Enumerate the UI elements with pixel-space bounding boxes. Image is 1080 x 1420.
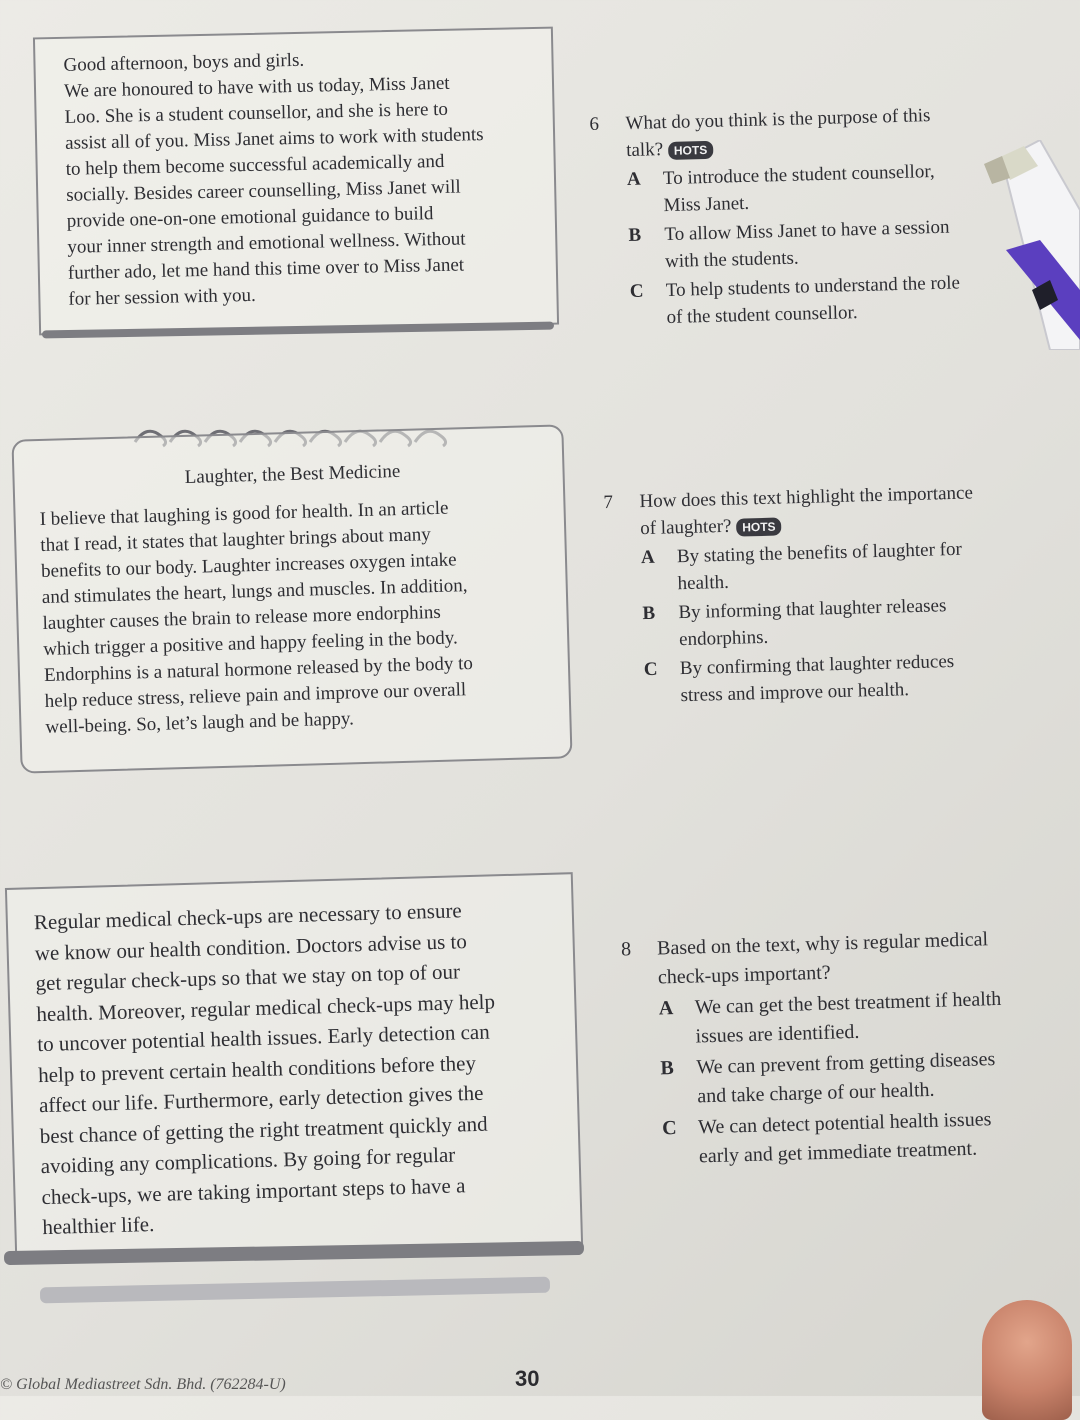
passage-line: assist all of you. Miss Janet aims to work with students	[64, 124, 484, 154]
option-b[interactable]: B We can prevent from getting diseases and take charge of our health.	[660, 1048, 996, 1108]
passage-line: and stimulates the heart, lungs and muscles. In addition,	[41, 575, 468, 608]
passage-line: help reduce stress, relieve pain and improve our overall	[44, 679, 467, 712]
checkup-passage-box	[5, 872, 583, 1260]
question-7	[603, 479, 997, 711]
checkup-box-shadow-lower	[40, 1277, 550, 1304]
passage-line: for her session with you.	[68, 284, 256, 310]
speech-passage-box	[33, 27, 559, 336]
passage-line: health. Moreover, regular medical check-ups may help	[36, 988, 496, 1026]
passage-line: avoiding any complications. By going for regular	[40, 1142, 456, 1179]
passage-line: laughter causes the brain to release more endorphins	[42, 601, 442, 634]
passage-line: we know our health condition. Doctors advise us to	[34, 928, 468, 965]
passage-line: socially. Besides career counselling, Miss Janet will	[66, 176, 461, 206]
hots-badge: HOTS	[736, 517, 782, 536]
passage-line: best chance of getting the right treatment quickly and	[39, 1111, 488, 1148]
passage-line: Regular medical check-ups are necessary to ensure	[33, 898, 463, 935]
highlighter-pen-icon	[980, 140, 1080, 350]
passage-line: further ado, let me hand this time over to Miss Janet	[67, 254, 465, 284]
question-6	[589, 101, 975, 333]
publisher-credit: © Global Mediastreet Sdn. Bhd. (762284-U)	[0, 1376, 286, 1393]
passage-line: well-being. So, let’s laugh and be happy.	[45, 708, 355, 738]
page-number: 30	[515, 1366, 540, 1391]
question-number: 8	[620, 938, 632, 961]
passage-line: your inner strength and emotional wellness. Without	[67, 228, 466, 258]
option-a[interactable]: A To introduce the student counsellor, Miss Janet.	[626, 160, 935, 217]
question-stem: How does this text highlight the importance of laughter? HOTS	[639, 482, 974, 540]
passage-line: affect our life. Furthermore, early detection gives the	[38, 1080, 484, 1118]
passage-line: to help them become successful academically and	[65, 150, 445, 180]
passage-line: Endorphins is a natural hormone released by the body to	[43, 652, 474, 686]
passage-line: provide one-on-one emotional guidance to build	[66, 203, 434, 232]
question-stem: Based on the text, why is regular medical check-ups important?	[656, 928, 989, 989]
option-c[interactable]: C By confirming that laughter reduces stress and improve our health.	[643, 650, 955, 707]
option-a[interactable]: A By stating the benefits of laughter for health.	[640, 538, 963, 595]
speech-passage-text	[63, 43, 536, 313]
passage-line: benefits to our body. Laughter increases oxygen intake	[40, 549, 457, 582]
passage-line: which trigger a positive and happy feeling in the body.	[43, 627, 459, 660]
passage-line: to uncover potential health issues. Early detection can	[36, 1019, 490, 1057]
option-c[interactable]: C We can detect potential health issues early and get immediate treatment.	[661, 1108, 992, 1168]
finger-image	[982, 1300, 1072, 1420]
passage-line: check-ups, we are taking important steps to have a	[41, 1172, 466, 1209]
checkup-passage-text	[33, 893, 564, 1243]
passage-line: healthier life.	[42, 1211, 155, 1240]
passage-line: I believe that laughing is good for health. In an article	[39, 497, 449, 531]
laughter-passage-text	[39, 493, 553, 741]
passage-line: that I read, it states that laughter brings about many	[40, 524, 432, 556]
option-c[interactable]: C To help students to understand the role of the student counsellor.	[629, 272, 961, 329]
passage-line: get regular check-ups so that we stay on top of our	[35, 959, 461, 996]
question-number: 7	[603, 491, 614, 514]
question-stem: What do you think is the purpose of this talk? HOTS	[625, 105, 931, 162]
hots-badge: HOTS	[668, 140, 714, 159]
passage-line: help to prevent certain health conditions before they	[37, 1050, 477, 1087]
option-b[interactable]: B By informing that laughter releases endorphins.	[642, 595, 947, 651]
question-8	[621, 925, 1017, 1174]
laughter-passage-box	[11, 424, 572, 773]
option-a[interactable]: A We can get the best treatment if health issues are identified.	[658, 987, 1002, 1048]
option-b[interactable]: B To allow Miss Janet to have a session with the students.	[628, 216, 950, 273]
passage-title: Laughter, the Best Medicine	[184, 460, 401, 488]
question-number: 6	[589, 113, 600, 136]
passage-line: Loo. She is a student counsellor, and she is here to	[64, 98, 449, 128]
passage-line: We are honoured to have with us today, Miss Janet	[63, 72, 450, 102]
passage-line: Good afternoon, boys and girls.	[63, 49, 305, 76]
